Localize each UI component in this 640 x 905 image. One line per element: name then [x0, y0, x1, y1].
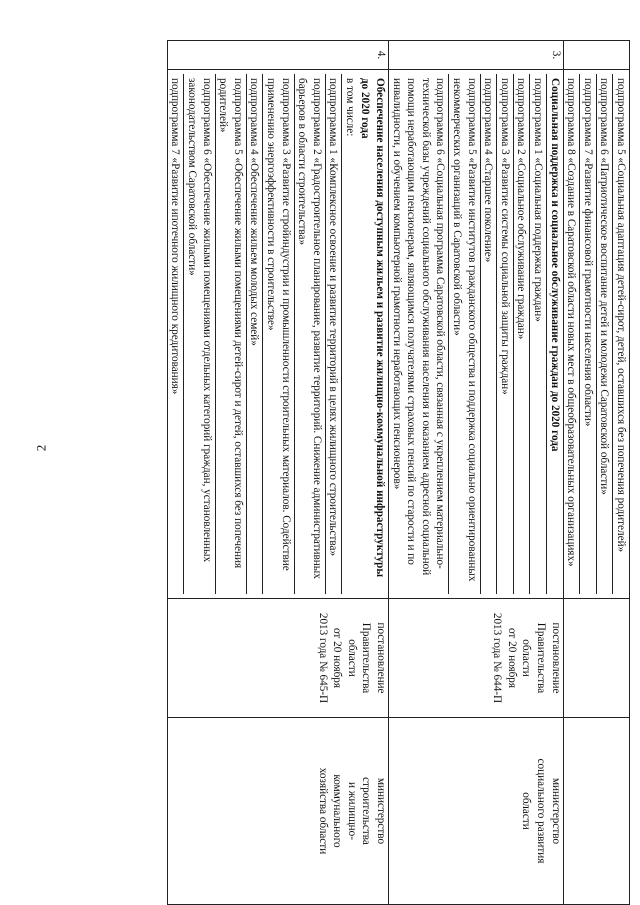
- subprogram-item: подпрограмма 2 «Социальное обслуживание граждан»: [513, 74, 530, 594]
- ministry-cell: [389, 718, 564, 905]
- program-cell: [167, 70, 388, 599]
- program-cell: [389, 70, 564, 599]
- subprogram-item: подпрограмма 5 «Обеспечение жилыми помещениями детей-сирот и детей, оставшихся без попечения родителей»: [215, 74, 246, 594]
- ministry-cell: [167, 718, 388, 905]
- resolution-line: постановление: [549, 622, 562, 694]
- subprogram-item: подпрограмма 3 «Развитие стройиндустрии и промышленности строительных материалов. Содействие применению энергоэффективности в строительстве»: [262, 74, 293, 594]
- program-cell: [563, 70, 629, 599]
- subprogram-item: в том числе:: [341, 74, 358, 594]
- ministry-line: строительства: [360, 777, 373, 845]
- ministry-line: и жилищно-: [345, 782, 358, 840]
- resolution-line: 2013 года № 645-П: [316, 612, 329, 704]
- ministry-line: министерство: [375, 777, 388, 845]
- subprogram-item: подпрограмма 6 «Социальная программа Саратовской области, связанная с укреплением материально-технической базы учреждений социального обслуживания населения и оказанием адресной социальной помощи неработающим пенсионерам, являющимся получателями страховых пенсий по старости и по инвалидности, и обучением компьютерной грамотности неработающих пенсионеров»: [390, 78, 447, 576]
- subprogram-item: подпрограмма 7 «Развитие ипотечного жилищного кредитования»: [169, 78, 182, 395]
- row-number: 3.: [389, 41, 564, 70]
- ministry-line: министерство: [549, 777, 562, 845]
- subprogram-item: подпрограмма 1 «Социальная поддержка граждан»: [529, 74, 546, 594]
- subprogram-item: подпрограмма 3 «Развитие системы социальной защиты граждан»: [496, 74, 513, 594]
- resolution-cell: [167, 599, 388, 718]
- subprogram-item: подпрограмма 1 «Комплексное освоение и развитие территорий в целях жилищного строительства»: [325, 74, 342, 594]
- subprogram-item: подпрограмма 8 «Создание в Саратовской области новых мест в общеобразовательных организациях»: [565, 78, 578, 567]
- program-row: [389, 41, 564, 905]
- subprogram-item: подпрограмма 7 «Развитие финансовой грамотности населения области»: [579, 74, 596, 594]
- programs-table-body: [167, 41, 629, 905]
- page-number: 2: [33, 444, 49, 452]
- resolution-cell: [563, 599, 629, 718]
- program-title: Социальная поддержка и социальное обслуживание граждан до 2020 года: [546, 74, 563, 594]
- programs-table: [167, 40, 630, 905]
- rotated-table-container: [90, 40, 630, 890]
- subprogram-item: подпрограмма 5 «Социальная адаптация детей-сирот, детей, оставшихся без попечения родителей»: [612, 74, 629, 594]
- resolution-cell: [389, 599, 564, 718]
- ministry-line: социального развития: [535, 758, 548, 864]
- ministry-cell: [563, 718, 629, 905]
- ministry-line: коммунального: [331, 774, 344, 848]
- resolution-line: от 20 ноября: [331, 627, 344, 689]
- resolution-line: области: [345, 639, 358, 677]
- resolution-line: постановление: [375, 622, 388, 694]
- resolution-line: от 20 ноября: [505, 627, 518, 689]
- subprogram-item: подпрограмма 6 «Патриотическое воспитание детей и молодежи Саратовской области»: [596, 74, 613, 594]
- subprogram-item: подпрограмма 6 «Обеспечение жилыми помещениями отдельных категорий граждан, установленных законодательством Саратовской области»: [183, 74, 214, 594]
- subprogram-item: подпрограмма 4 «Обеспечение жильем молодых семей»: [246, 74, 263, 594]
- program-title: Обеспечение населения доступным жильем и развитие жилищно-коммунальной инфраструктуры до 2020 года: [359, 78, 387, 578]
- resolution-line: Правительства: [360, 622, 373, 694]
- program-row: [563, 41, 629, 905]
- subprogram-item: подпрограмма 4 «Старшее поколение»: [480, 74, 497, 594]
- ministry-line: области: [520, 792, 533, 830]
- subprogram-item: подпрограмма 2 «Градостроительное планирование, развитие территорий. Снижение административных барьеров в области строительства»: [294, 74, 325, 594]
- row-number: [563, 41, 629, 70]
- program-row: [167, 41, 388, 905]
- subprogram-item: подпрограмма 5 «Развитие институтов гражданского общества и поддержка социально ориентированных некоммерческих организаций в Саратовской области»: [448, 74, 479, 594]
- resolution-line: Правительства: [535, 622, 548, 694]
- ministry-line: хозяйства области: [316, 767, 329, 855]
- row-number: 4.: [167, 41, 388, 70]
- resolution-line: области: [520, 639, 533, 677]
- resolution-line: 2013 года № 644-П: [491, 612, 504, 704]
